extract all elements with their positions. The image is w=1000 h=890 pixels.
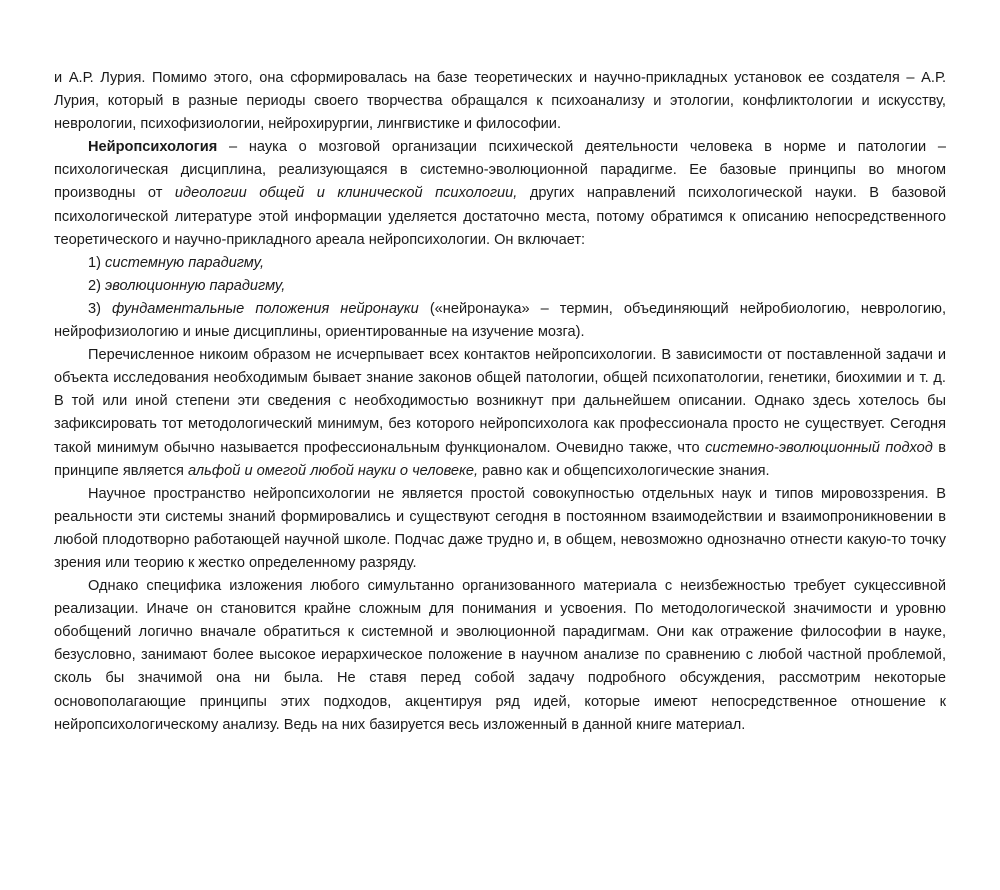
paragraph-2-text-1: – наука о мозговой организации психической деятельности человека в норме и патологии – психологическая дисциплина, реализующаяся в системно-эволюционной парадигме. Ее базовые принципы во многом производны от xyxy=(54,139,946,202)
list-item-3-text: («нейронаука» – термин, объединяющий нейробиологию, неврологию, нейрофизиологию и иные дисциплины, ориентированные на изучение мозга). xyxy=(54,300,946,341)
paragraph-2-italic-1: идеологии общей и клинической психологии, xyxy=(174,185,518,202)
paragraph-3-italic-1: системно-эволюционный подход xyxy=(705,439,933,456)
paragraph-3 xyxy=(54,344,946,483)
term-neuropsychology: Нейропсихология xyxy=(88,139,218,156)
paragraph-3-text-3: равно как и общепсихологические знания. xyxy=(478,462,770,479)
paragraph-3-text-1: Перечисленное никоим образом не исчерпывает всех контактов нейропсихологии. В зависимости от поставленной задачи и объекта исследования необходимым бывает знание законов общей патологии, общей психопатологии, генетики, биохимии и т. д. В той или иной степени эти сведения с необходимостью возникнут при дальнейшем описании. Однако здесь хотелось бы зафиксировать тот методологический минимум, без которого нейропсихолога как профессионала просто не существует. Сегодня такой минимум обычно называется профессиональным функционалом. Очевидно также, что xyxy=(54,347,946,456)
paragraph-3-text-2: в принципе является xyxy=(54,439,946,479)
paragraph-2-text-2: других направлений психологической науки. В базовой психологической литературе этой информации уделяется достаточно места, потому обратимся к описанию непосредственного теоретического и научно-прикладного ареала нейропсихологии. Он включает: xyxy=(54,185,946,248)
list-item-3-italic: фундаментальные положения нейронауки xyxy=(112,300,419,317)
paragraph-1 xyxy=(54,67,946,136)
paragraph-3-italic-2: альфой и омегой любой науки о человеке, xyxy=(187,462,479,479)
paragraph-4-text: Научное пространство нейропсихологии не является простой совокупностью отдельных наук и типов мировоззрения. В реальности эти системы знаний формировались и существуют сегодня в постоянном взаимодействии и взаимопроникновении в любой плодотворно работающей научной школе. Подчас даже трудно и, в общем, невозможно однозначно отнести какую-то точку зрения или теорию к жестко определенному разряду. xyxy=(54,485,946,571)
list-item-3 xyxy=(54,298,946,344)
paragraph-5 xyxy=(54,575,946,737)
document-page xyxy=(54,67,946,737)
list-item-1-text: системную парадигму, xyxy=(105,254,265,271)
list-item-1 xyxy=(54,252,946,275)
list-item-2 xyxy=(54,275,946,298)
paragraph-1-text: и А.Р. Лурия. Помимо этого, она сформировалась на базе теоретических и научно-прикладных установок ее создателя – А.Р. Лурия, который в разные периоды своего творчества обращался к психоанализу и этологии, конфликтологии и искусству, неврологии, психофизиологии, нейрохирургии, лингвистике и философии. xyxy=(54,70,946,133)
list-item-3-number: 3) xyxy=(88,300,113,317)
paragraph-4 xyxy=(54,483,946,575)
list-item-2-text: эволюционную парадигму, xyxy=(105,277,286,294)
list-item-1-number: 1) xyxy=(88,254,106,271)
paragraph-2 xyxy=(54,136,946,251)
paragraph-5-text: Однако специфика изложения любого симультанно организованного материала с неизбежностью требует сукцессивной реализации. Иначе он становится крайне сложным для понимания и усвоения. По методологической значимости и уровню обобщений логично вначале обратиться к системной и эволюционной парадигмам. Они как отражение философии в науке, безусловно, занимают более высокое иерархическое положение в научном анализе по сравнению с любой частной проблемой, сколь бы значимой она ни была. Не ставя перед собой задачу подробного обсуждения, рассмотрим некоторые основополагающие принципы этих подходов, акцентируя ряд идей, которые имеют непосредственное отношение к нейропсихологическому анализу. Ведь на них базируется весь изложенный в данной книге материал. xyxy=(54,578,946,733)
list-item-2-number: 2) xyxy=(88,277,106,294)
